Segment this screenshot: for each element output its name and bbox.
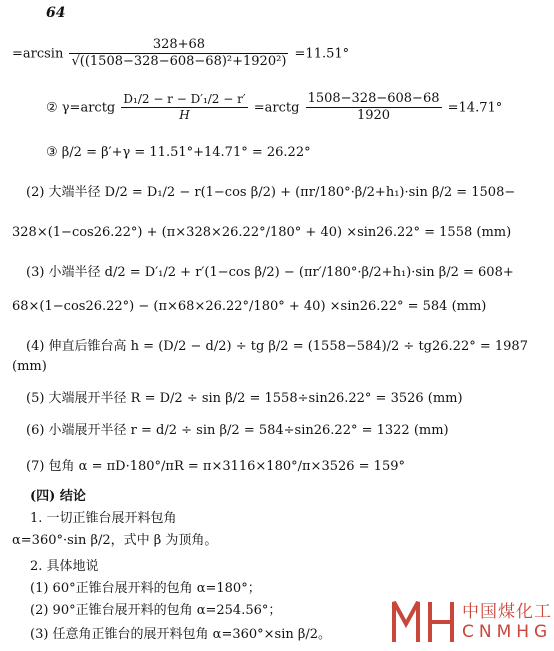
- fraction: [69, 38, 288, 70]
- conclusion-2-1: (1) 60°正锥台展开料的包角 α=180°；: [30, 581, 261, 596]
- conclusion-2-3: (3) 任意角正锥台的展开料包角 α=360°×sin β/2。: [30, 627, 332, 642]
- watermark-en: CNMHG: [462, 622, 553, 642]
- numerator: 1508−328−608−68: [306, 92, 442, 108]
- step-3-line-2: 68×(1−cos26.22°) − (π×68×26.22°/180° + 40) ×sin26.22° = 584 (mm): [12, 299, 487, 314]
- step-2-line-2: 328×(1−cos26.22°) + (π×328×26.22°/180° + 40) ×sin26.22° = 1558 (mm): [12, 225, 512, 240]
- step-3-line-1: (3) 小端半径 d/2 = D′₁/2 + r′(1−cos β/2) − (πr′/180°·β/2+h₁)·sin β/2 = 608+: [26, 265, 514, 280]
- formula-beta: ③ β/2 = β′+γ = 11.51°+14.71° = 26.22°: [46, 145, 311, 160]
- formula-text: =arcsin: [12, 46, 64, 62]
- denominator: H: [179, 108, 190, 123]
- conclusion-2: 2. 具体地说: [30, 559, 99, 574]
- fraction: [121, 93, 247, 122]
- section-heading: (四) 结论: [30, 489, 86, 504]
- denominator: √((1508−328−608−68)²+1920²): [71, 54, 287, 70]
- numerator: D₁/2 − r − D′₁/2 − r′: [121, 93, 247, 108]
- step-2-line-1: (2) 大端半径 D/2 = D₁/2 − r(1−cos β/2) + (πr/180°·β/2+h₁)·sin β/2 = 1508−: [26, 185, 516, 200]
- formula-arcsin: [12, 38, 349, 70]
- formula-gamma: [46, 92, 502, 124]
- conclusion-formula: α=360°·sin β/2，式中 β 为顶角。: [12, 533, 218, 548]
- formula-text: ② γ=arctg: [46, 100, 116, 116]
- conclusion-2-2: (2) 90°正锥台展开料的包角 α=254.56°；: [30, 603, 282, 618]
- step-4-line-1: (4) 伸直后锥台高 h = (D/2 − d/2) ÷ tg β/2 = (1558−584)/2 ÷ tg26.22° = 1987: [26, 339, 528, 354]
- conclusion-1: 1. 一切正锥台展开料包角: [30, 511, 177, 526]
- page-number: 64: [46, 5, 66, 21]
- result: =11.51°: [294, 46, 350, 62]
- fraction: [306, 92, 442, 124]
- denominator: 1920: [356, 108, 391, 124]
- result: =14.71°: [447, 100, 503, 116]
- numerator: 328+68: [69, 38, 288, 54]
- step-4-line-2: (mm): [12, 359, 47, 374]
- formula-text: =arctg: [253, 100, 300, 116]
- watermark-cn: 中国煤化工: [462, 602, 552, 622]
- step-5: (5) 大端展开半径 R = D/2 ÷ sin β/2 = 1558÷sin26.22° = 3526 (mm): [26, 391, 463, 406]
- step-7: (7) 包角 α = πD·180°/πR = π×3116×180°/π×3526 = 159°: [26, 459, 405, 474]
- step-6: (6) 小端展开半径 r = d/2 ÷ sin β/2 = 584÷sin26.22° = 1322 (mm): [26, 423, 449, 438]
